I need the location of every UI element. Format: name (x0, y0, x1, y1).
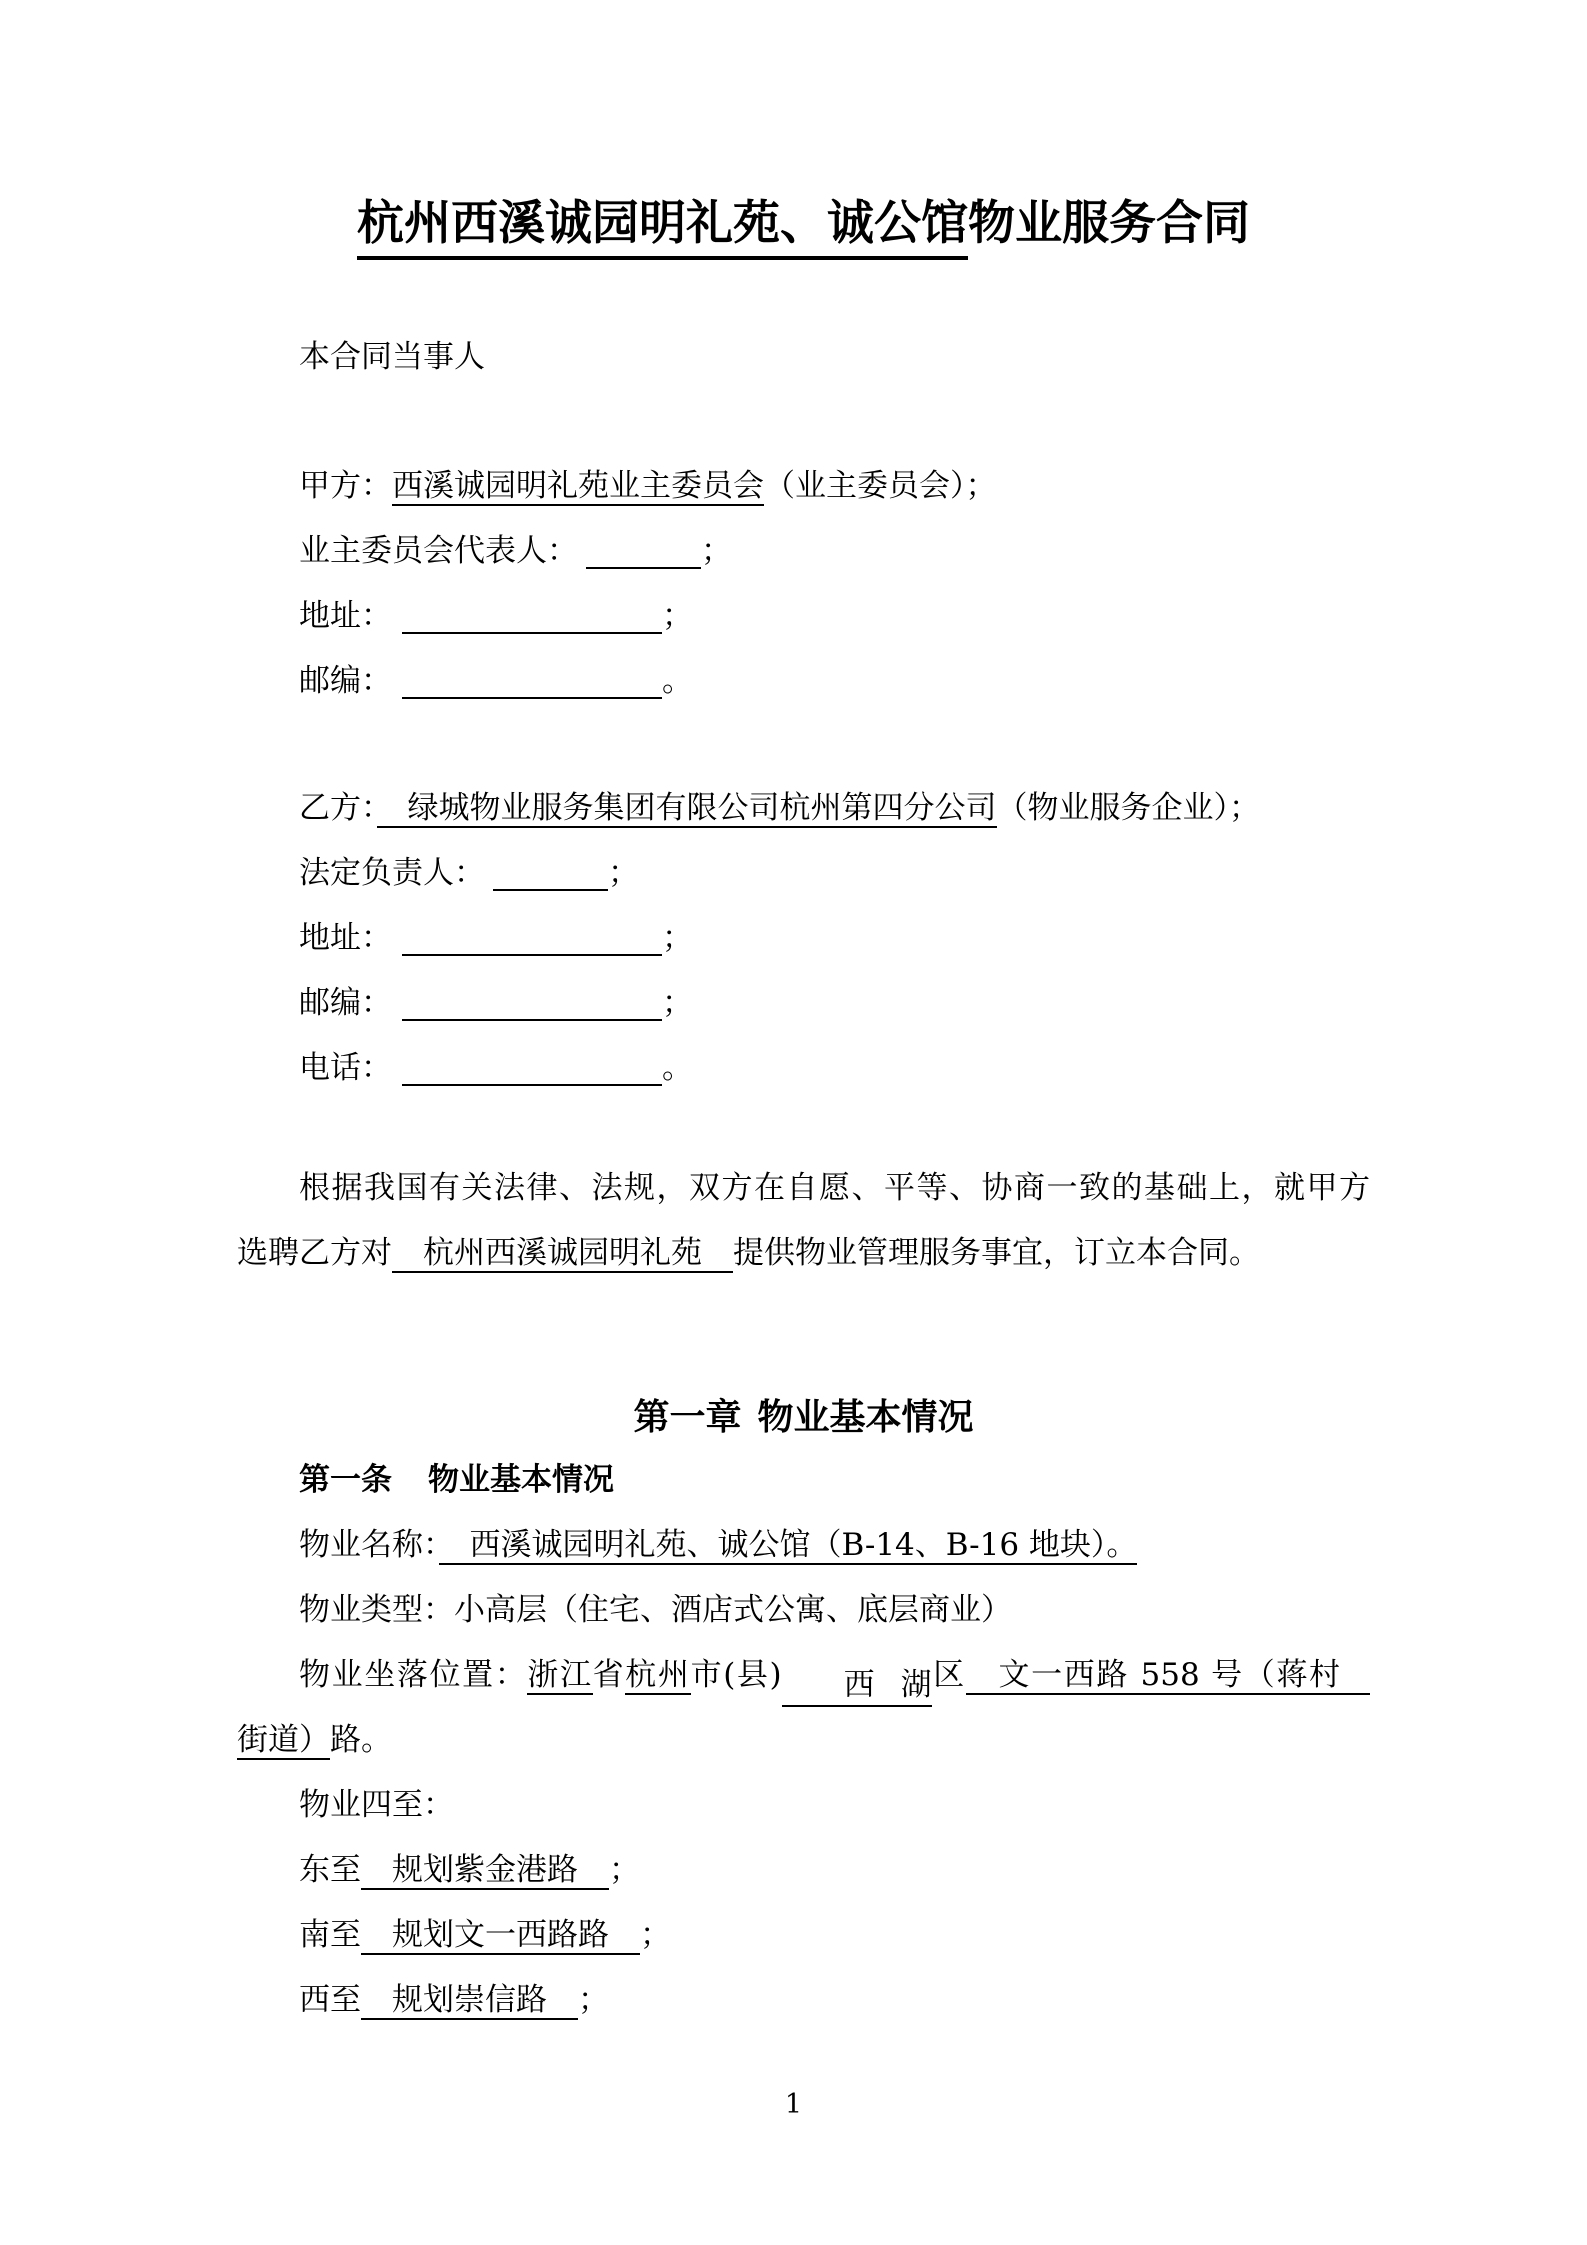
document-title-project-underlined: 杭州西溪诚园明礼苑、诚公馆 (357, 196, 968, 260)
party-a-address-tail: ； (662, 598, 693, 634)
document-title (237, 0, 1370, 255)
party-a-label: 甲方： (299, 468, 392, 504)
property-name-label: 物业名称： (299, 1527, 439, 1563)
party-a-zipcode-line (237, 649, 1370, 714)
location-street-underlined: 文一西路 558 号（蒋村 (966, 1657, 1370, 1695)
boundary-west-label: 西至 (299, 1982, 361, 2018)
party-a-line (237, 454, 1370, 519)
party-b-representative-label: 法定负责人： (299, 855, 485, 891)
party-b-line (237, 776, 1370, 841)
chapter-1-title: 物业基本情况 (757, 1396, 974, 1438)
location-city-underlined: 杭州 (625, 1657, 691, 1693)
party-b-zipcode-blank (402, 989, 662, 1021)
party-a-representative-blank (586, 537, 701, 569)
property-location-line (237, 1643, 1370, 1708)
document-title-suffix: 物业服务合同 (968, 196, 1250, 251)
party-a-name-underlined: 西溪诚园明礼苑业主委员会 (392, 468, 764, 504)
party-a-representative-tail: ； (701, 533, 732, 569)
location-district-suffix: 区 (931, 1657, 966, 1693)
parties-intro-line: 本合同当事人 (299, 339, 485, 375)
chapter-1-heading (237, 1386, 1370, 1448)
boundary-east-label: 东至 (299, 1852, 361, 1888)
party-b-zipcode-label: 邮编： (299, 985, 392, 1021)
party-b-zipcode-line (237, 971, 1370, 1036)
party-b-telephone-blank (402, 1054, 662, 1086)
page-number: 1 (784, 2089, 803, 2120)
recital-line-2-suffix: 提供物业管理服务事宜，订立本合同。 (733, 1235, 1260, 1271)
article-1-heading (237, 1448, 1370, 1513)
boundary-south-label: 南至 (299, 1917, 361, 1953)
location-province-suffix: 省 (592, 1657, 626, 1693)
boundary-west-line (237, 1968, 1370, 2033)
party-b-address-tail: ； (662, 920, 693, 956)
party-b-address-line (237, 906, 1370, 971)
property-name-line (237, 1513, 1370, 1578)
party-a-representative-line (237, 519, 1370, 584)
boundary-south-underlined: 规划文一西路路 (361, 1917, 640, 1953)
article-1-number: 第一条 (299, 1462, 392, 1498)
boundary-east-line (237, 1838, 1370, 1903)
location-district-blank: 西湖 (782, 1665, 932, 1707)
property-location-label: 物业坐落位置： (299, 1657, 528, 1693)
party-a-address-label: 地址： (299, 598, 392, 634)
boundary-south-line (237, 1903, 1370, 1968)
party-a-address-line (237, 584, 1370, 649)
party-a-zipcode-label: 邮编： (299, 663, 392, 699)
party-b-name-underlined: 绿城物业服务集团有限公司杭州第四分公司 (376, 790, 997, 826)
party-a-zipcode-tail: 。 (662, 663, 693, 699)
party-b-address-blank (402, 924, 662, 956)
boundary-east-tail: ； (609, 1852, 640, 1888)
recital-line-2 (237, 1221, 1370, 1286)
boundaries-intro-line: 物业四至： (299, 1787, 454, 1823)
boundary-west-tail: ； (578, 1982, 609, 2018)
location-street-wrap-underlined: 街道） (237, 1722, 330, 1758)
boundary-south-tail: ； (640, 1917, 671, 1953)
recital-project-underlined: 杭州西溪诚园明礼苑 (392, 1235, 733, 1271)
party-b-telephone-label: 电话： (299, 1050, 392, 1086)
party-a-note: （业主委员会）； (764, 468, 997, 504)
party-b-representative-tail: ； (608, 855, 639, 891)
property-location-wrap-line (237, 1708, 1370, 1773)
party-b-representative-line (237, 841, 1370, 906)
article-1-title: 物业基本情况 (428, 1462, 614, 1498)
party-b-address-label: 地址： (299, 920, 392, 956)
boundary-west-underlined: 规划崇信路 (361, 1982, 578, 2018)
location-city-suffix: 市(县) (690, 1657, 782, 1693)
party-a-address-blank (402, 602, 662, 634)
party-a-representative-label: 业主委员会代表人： (299, 533, 578, 569)
party-b-note: （物业服务企业）； (996, 790, 1260, 826)
boundary-east-underlined: 规划紫金港路 (361, 1852, 609, 1888)
recital-line-2-prefix: 选聘乙方对 (237, 1235, 392, 1271)
party-b-representative-blank (493, 859, 608, 891)
party-b-telephone-tail: 。 (662, 1050, 693, 1086)
property-name-underlined: 西溪诚园明礼苑、诚公馆（B-14、B-16 地块）。 (438, 1527, 1138, 1563)
party-b-label: 乙方： (299, 790, 377, 826)
party-a-zipcode-blank (402, 667, 662, 699)
recital-line-1: 根据我国有关法律、法规，双方在自愿、平等、协商一致的基础上，就甲方 (299, 1170, 1370, 1206)
party-b-zipcode-tail: ； (662, 985, 693, 1021)
location-province-underlined: 浙江 (527, 1657, 593, 1693)
party-b-telephone-line (237, 1036, 1370, 1101)
location-wrap-tail: 路。 (330, 1722, 392, 1758)
chapter-1-number: 第一章 (633, 1396, 742, 1438)
property-type-line: 物业类型：小高层（住宅、酒店式公寓、底层商业） (299, 1592, 1012, 1628)
